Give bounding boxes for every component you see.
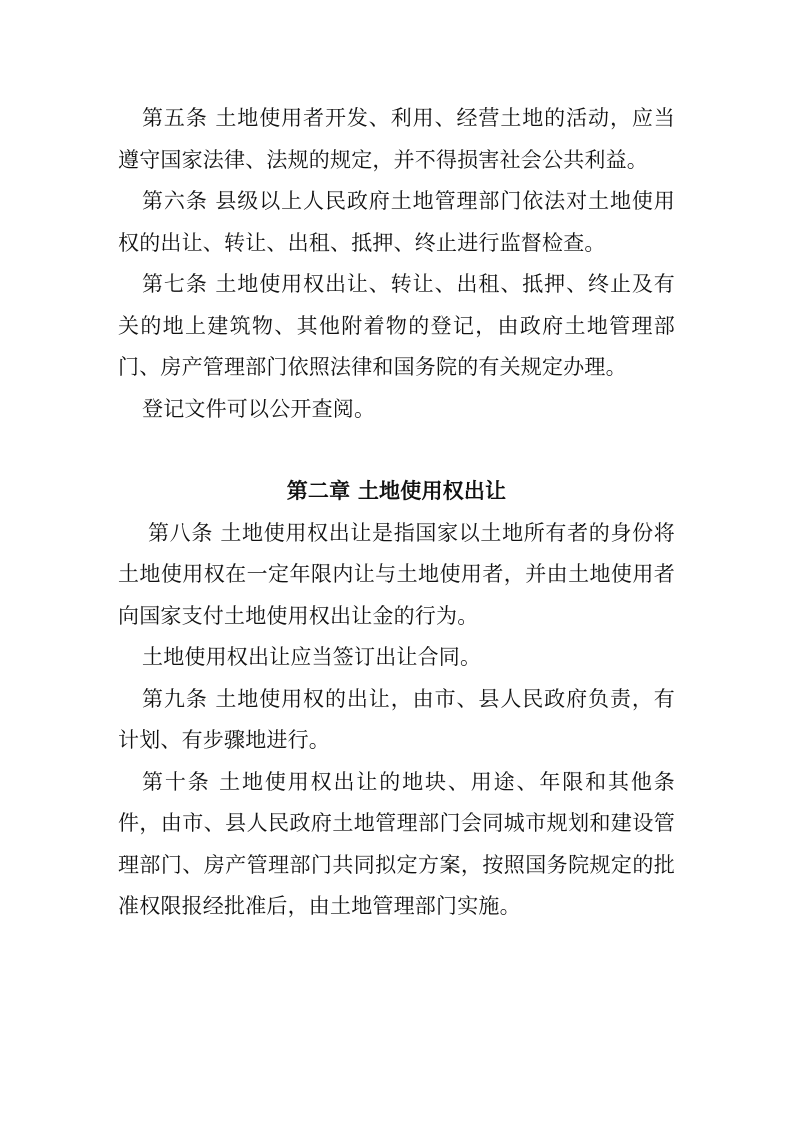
article-10: 第十条 土地使用权出让的地块、用途、年限和其他条件，由市、县人民政府土地管理部门会同城市规划和建设管理部门、房产管理部门共同拟定方案，按照国务院规定的批准权限报经批准后，由土地管理部门实施。	[118, 769, 675, 918]
article-8: 第八条 土地使用权出让是指国家以土地所有者的身份将土地使用权在一定年限内让与土地使用者，并由土地使用者向国家支付土地使用权出让金的行为。	[118, 520, 675, 628]
section-spacer	[118, 430, 675, 471]
chapter-title: 第二章 土地使用权出让	[286, 479, 507, 503]
article-7-note: 登记文件可以公开查阅。	[142, 396, 376, 421]
article-8-note: 土地使用权出让应当签订出让合同。	[142, 645, 482, 669]
article-9: 第九条 土地使用权的出让，由市、县人民政府负责，有计划、有步骤地进行。	[118, 686, 675, 752]
article-5: 第五条 土地使用者开发、利用、经营土地的活动，应当遵守国家法律、法规的规定，并不得损害社会公共利益。	[118, 106, 675, 172]
article-7: 第七条 土地使用权出让、转让、出租、抵押、终止及有关的地上建筑物、其他附着物的登记，由政府土地管理部门、房产管理部门依照法律和国务院的有关规定办理。	[118, 272, 675, 379]
article-6: 第六条 县级以上人民政府土地管理部门依法对土地使用权的出让、转让、出租、抵押、终止进行监督检查。	[118, 189, 675, 255]
document-body	[118, 98, 675, 928]
